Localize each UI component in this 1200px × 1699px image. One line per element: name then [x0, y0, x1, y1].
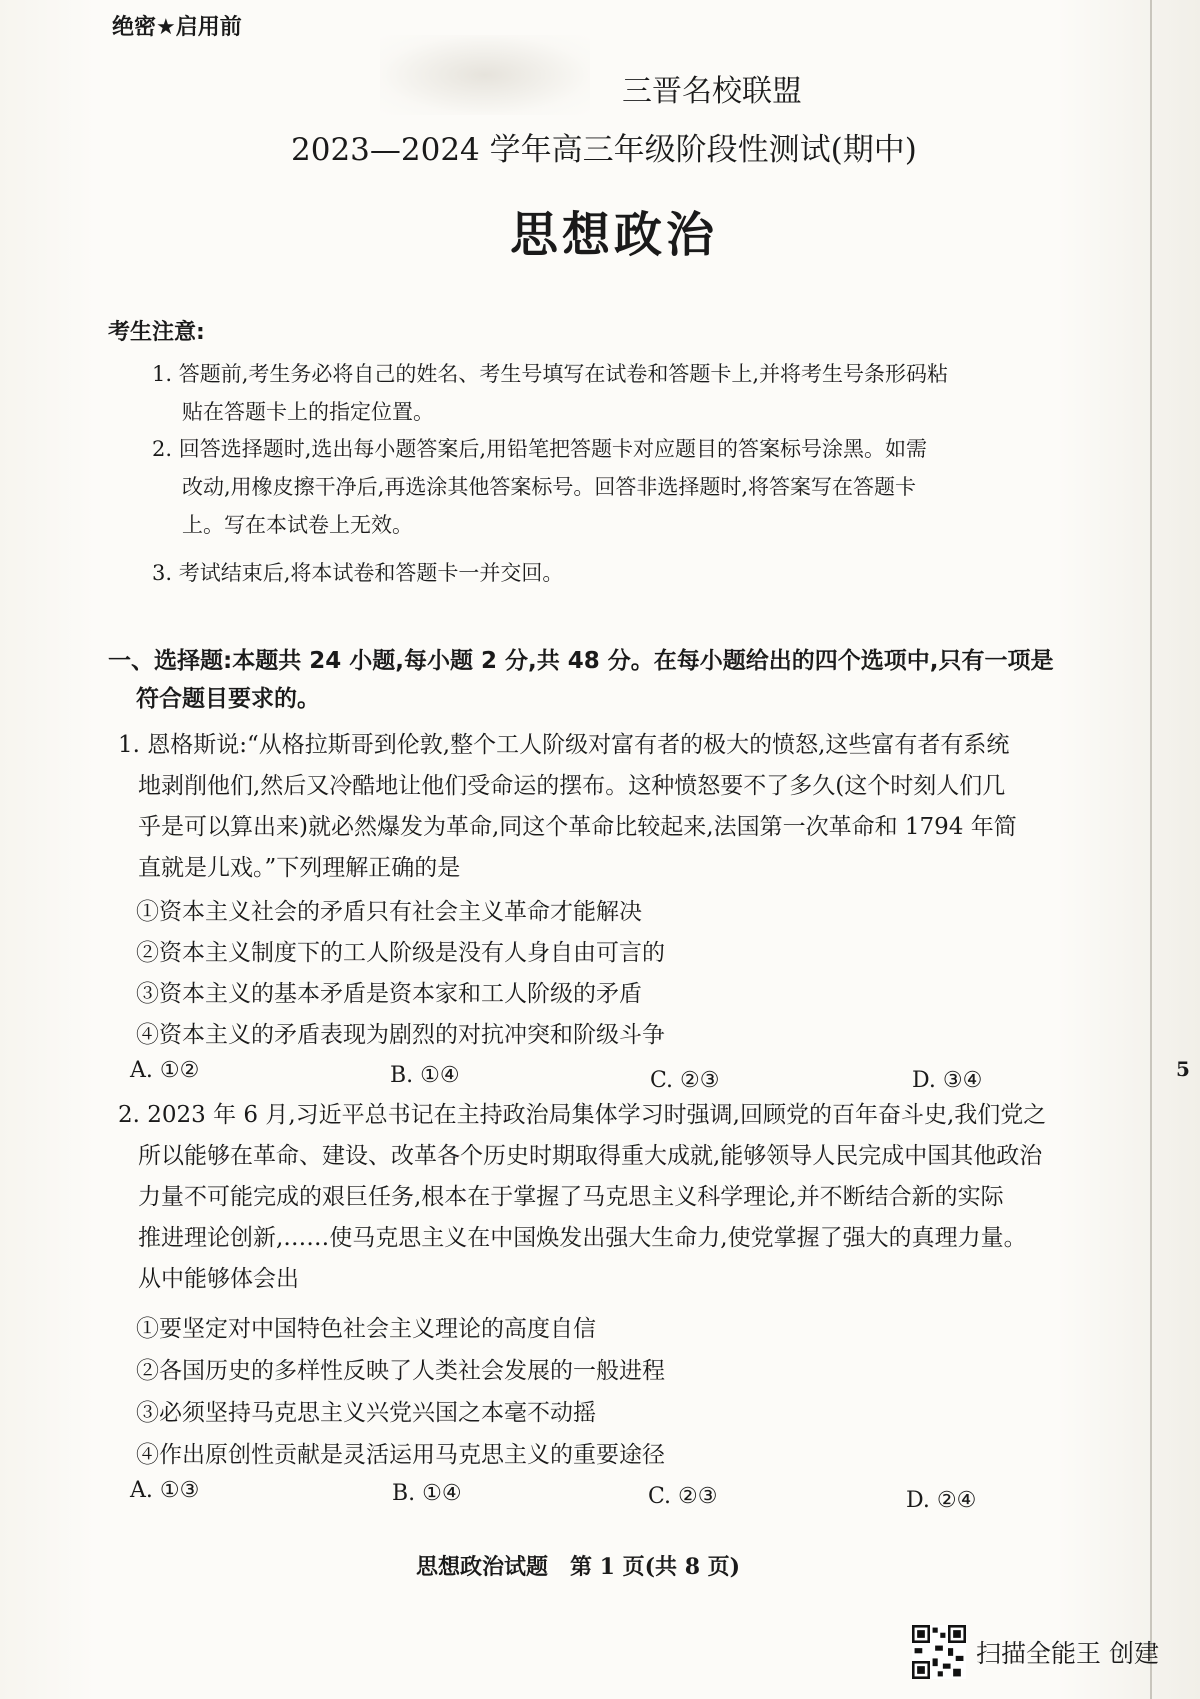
page-fold-line [1150, 0, 1152, 1699]
notice-item-3: 3. 考试结束后,将本试卷和答题卡一并交回。 [152, 561, 564, 585]
q2-line2: 所以能够在革命、建设、改革各个历史时期取得重大成就,能够领导人民完成中国其他政治 [138, 1143, 1043, 1169]
q1-option-2: ②资本主义制度下的工人阶级是没有人身自由可言的 [136, 940, 665, 966]
question-2-stem [118, 1095, 1098, 1300]
qr-code-icon [912, 1625, 966, 1679]
notice-item-1 [152, 355, 1102, 431]
notice-item-2 [152, 430, 1102, 544]
q2-line1: 2. 2023 年 6 月,习近平总书记在主持政治局集体学习时强调,回顾党的百年奋斗史,我们党之 [118, 1102, 1047, 1128]
q2-line3: 力量不可能完成的艰巨任务,根本在于掌握了马克思主义科学理论,并不断结合新的实际 [138, 1184, 1004, 1210]
scanner-watermark: 扫描全能王 创建 [976, 1639, 1159, 1668]
q2-line5: 从中能够体会出 [138, 1266, 299, 1292]
q2-line4: 推进理论创新,……使马克思主义在中国焕发出强大生命力,使党掌握了强大的真理力量。 [138, 1225, 1027, 1251]
section-heading: 一、选择题:本题共 24 小题,每小题 2 分,共 48 分。在每小题给出的四个选项中,只有一项是 [108, 648, 1054, 674]
q2-option-2: ②各国历史的多样性反映了人类社会发展的一般进程 [136, 1358, 665, 1384]
q2-option-3: ③必须坚持马克思主义兴党兴国之本毫不动摇 [136, 1400, 596, 1426]
notice-heading: 考生注意: [108, 320, 205, 345]
q1-option-3: ③资本主义的基本矛盾是资本家和工人阶级的矛盾 [136, 981, 642, 1007]
q1-choice-a: A. ①② [130, 1058, 200, 1083]
notice-item-2-line3: 上。写在本试卷上无效。 [182, 513, 413, 537]
notice-item-1-line2: 贴在答题卡上的指定位置。 [182, 400, 434, 424]
q2-choice-c: C. ②③ [648, 1484, 718, 1509]
q2-option-4: ④作出原创性贡献是灵活运用马克思主义的重要途径 [136, 1442, 665, 1468]
q1-choice-b: B. ①④ [390, 1063, 460, 1088]
question-1-stem [118, 725, 1098, 889]
q1-choice-d: D. ③④ [912, 1068, 983, 1093]
q1-line3: 乎是可以算出来)就必然爆发为革命,同这个革命比较起来,法国第一次革命和 1794 年简 [138, 814, 1017, 840]
q1-line1: 1. 恩格斯说:“从格拉斯哥到伦敦,整个工人阶级对富有者的极大的愤怒,这些富有者有系统 [118, 732, 1010, 758]
notice-item-1-line1: 1. 答题前,考生务必将自己的姓名、考生号填写在试卷和答题卡上,并将考生号条形码粘 [152, 362, 949, 386]
q1-option-1: ①资本主义社会的矛盾只有社会主义革命才能解决 [136, 899, 642, 925]
subject-title: 思想政治 [510, 207, 719, 263]
notice-item-2-line1: 2. 回答选择题时,选出每小题答案后,用铅笔把答题卡对应题目的答案标号涂黑。如需 [152, 437, 928, 461]
section-heading-cont: 符合题目要求的。 [136, 686, 320, 712]
side-number: 5 [1176, 1057, 1190, 1081]
q2-choice-d: D. ②④ [906, 1488, 977, 1513]
exam-subtitle: 2023—2024 学年高三年级阶段性测试(期中) [291, 132, 917, 168]
q2-choice-a: A. ①③ [130, 1478, 200, 1503]
notice-item-2-line2: 改动,用橡皮擦干净后,再选涂其他答案标号。回答非选择题时,将答案写在答题卡 [182, 475, 917, 499]
secret-label: 绝密★启用前 [112, 15, 242, 40]
q1-choice-c: C. ②③ [650, 1068, 720, 1093]
q1-line2: 地剥削他们,然后又冷酷地让他们受命运的摆布。这种愤怒要不了多久(这个时刻人们几 [138, 773, 1006, 799]
q1-option-4: ④资本主义的矛盾表现为剧烈的对抗冲突和阶级斗争 [136, 1022, 665, 1048]
blurred-stamp [380, 35, 590, 115]
alliance-name: 三晋名校联盟 [622, 74, 802, 109]
q2-option-1: ①要坚定对中国特色社会主义理论的高度自信 [136, 1316, 596, 1342]
page-footer: 思想政治试题 第 1 页(共 8 页) [416, 1554, 741, 1580]
q2-choice-b: B. ①④ [392, 1481, 462, 1506]
q1-line4: 直就是儿戏。”下列理解正确的是 [138, 855, 461, 881]
